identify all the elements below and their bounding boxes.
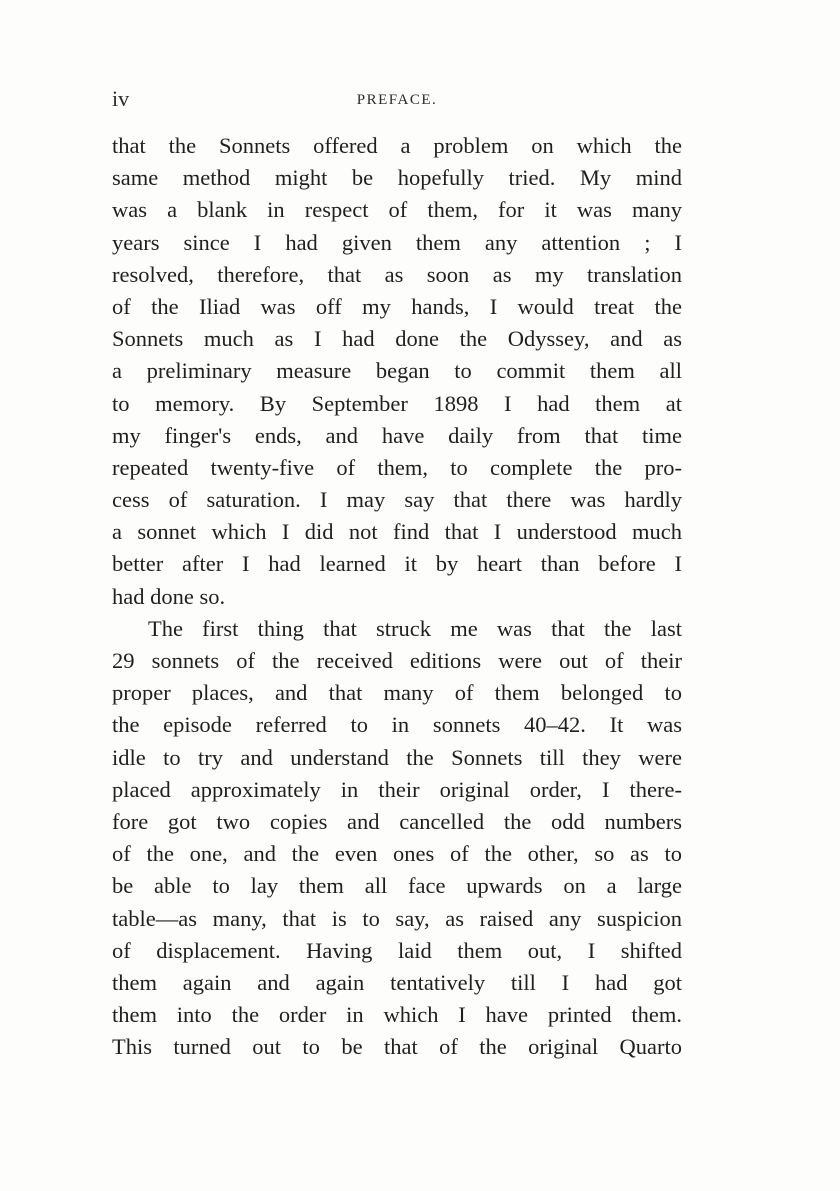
text-line: fore got two copies and cancelled the odd numbers xyxy=(112,808,682,834)
text-line: be able to lay them all face upwards on a large xyxy=(112,873,682,899)
text-line: was a blank in respect of them, for it was many xyxy=(112,197,682,223)
text-line: them into the order in which I have printed them. xyxy=(112,1002,682,1028)
text-line: better after I had learned it by heart than before I xyxy=(112,551,682,577)
running-title: PREFACE. xyxy=(356,92,438,108)
paragraph-end-line: had done so. xyxy=(112,583,226,609)
text-line: a preliminary measure began to commit them all xyxy=(112,358,682,384)
text-line: years since I had given them any attention ; I xyxy=(112,229,682,255)
text-line: Sonnets much as I had done the Odyssey, and as xyxy=(112,326,682,352)
text-line: This turned out to be that of the original Quarto xyxy=(112,1034,682,1060)
text-line: same method might be hopefully tried. My mind xyxy=(112,165,682,191)
text-line: repeated twenty-five of them, to complete the pro- xyxy=(112,454,682,480)
body-text xyxy=(112,130,682,1063)
text-line: cess of saturation. I may say that there was hardly xyxy=(112,487,682,513)
text-line: them again and again tentatively till I had got xyxy=(112,969,682,995)
text-line: idle to try and understand the Sonnets till they were xyxy=(112,744,682,770)
text-line: proper places, and that many of them belonged to xyxy=(112,680,682,706)
running-head xyxy=(112,86,682,114)
page-number: iv xyxy=(112,86,130,111)
text-line: the episode referred to in sonnets 40–42. It was xyxy=(112,712,682,738)
text-line: a sonnet which I did not find that I understood much xyxy=(112,519,682,545)
text-line: of the Iliad was off my hands, I would treat the xyxy=(112,293,682,319)
paragraph-start-line: The first thing that struck me was that the last xyxy=(148,615,682,641)
text-line: to memory. By September 1898 I had them at xyxy=(112,390,682,416)
text-line: table—as many, that is to say, as raised any suspicion xyxy=(112,905,682,931)
text-line: resolved, therefore, that as soon as my translation xyxy=(112,261,682,287)
text-line: of displacement. Having laid them out, I shifted xyxy=(112,937,682,963)
text-line: of the one, and the even ones of the other, so as to xyxy=(112,841,682,867)
text-line: that the Sonnets offered a problem on which the xyxy=(112,133,682,158)
text-line: placed approximately in their original order, I there- xyxy=(112,776,682,802)
text-line: 29 sonnets of the received editions were out of their xyxy=(112,648,682,673)
text-line: my finger's ends, and have daily from that time xyxy=(112,422,682,448)
